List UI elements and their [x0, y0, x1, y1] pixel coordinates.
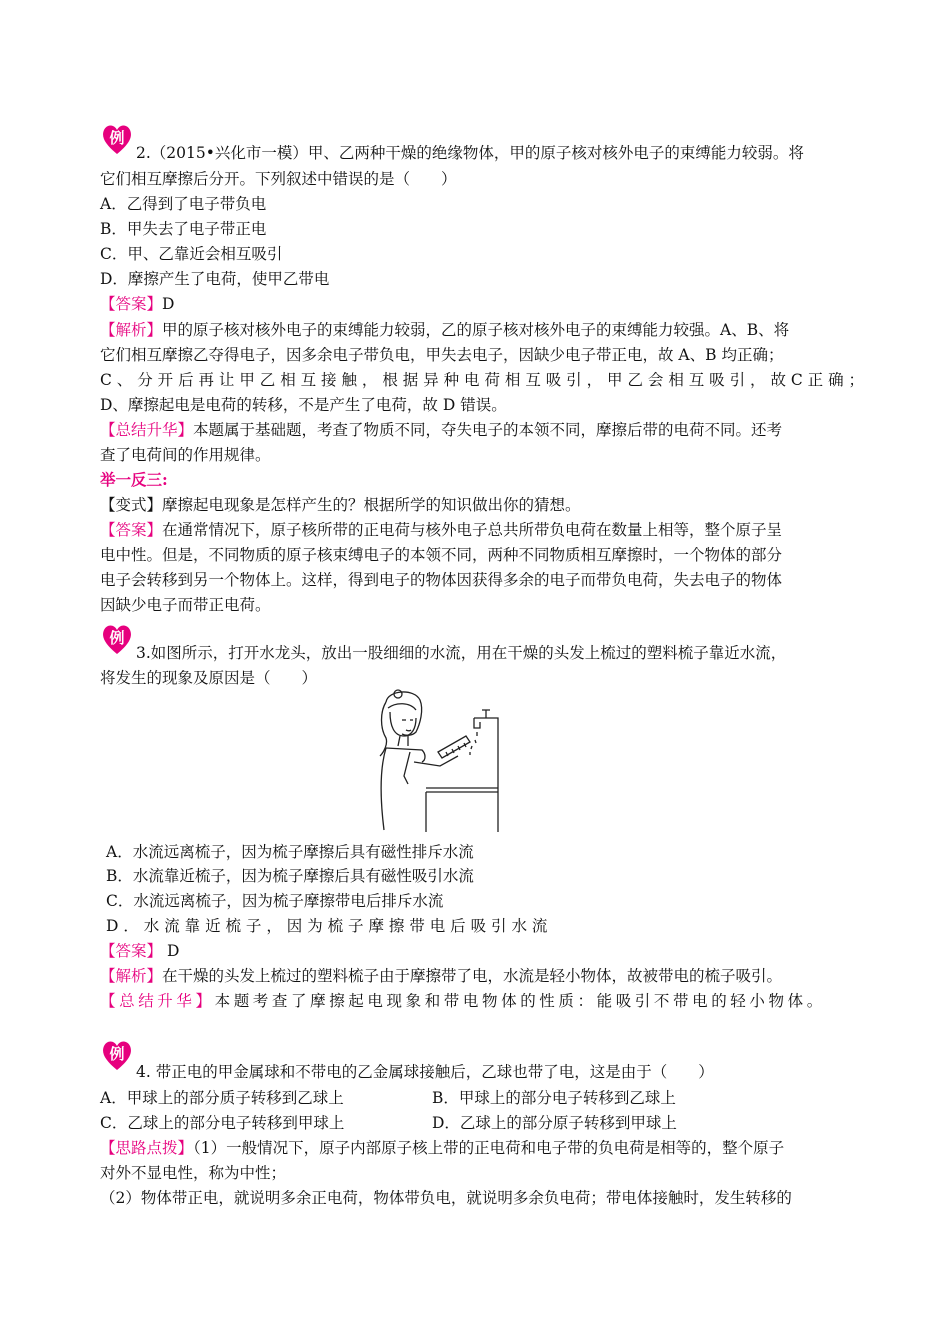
q4-option-c: C．乙球上的部分电子转移到甲球上 [100, 1114, 345, 1132]
q4-line1: 4. 带正电的甲金属球和不带电的乙金属球接触后，乙球也带了电，这是由于（ ） [136, 1063, 714, 1081]
summary-tag: 【总结升华】 [100, 992, 215, 1010]
analysis-tag: 【解析】 [100, 967, 163, 985]
example-badge-icon [100, 1038, 134, 1072]
badge-text: 例 [109, 129, 125, 147]
q4-hint-2: 对外不显电性，称为中性； [100, 1164, 287, 1182]
q4-hint-1 [100, 1138, 852, 1158]
practice-answer-3: 电子会转移到另一个物体上。这样，得到电子的物体因获得多余的电子而带负电荷，失去电子的物体 [100, 571, 783, 589]
analysis-text: 甲的原子核对核外电子的束缚能力较弱，乙的原子核对核外电子的束缚能力较强。A、B、将 [162, 321, 790, 339]
hint-tag: 【思路点拨】 [100, 1139, 194, 1157]
q3-line1: 3.如图所示，打开水龙头，放出一股细细的水流，用在干燥的头发上梳过的塑料梳子靠近水流， [136, 644, 787, 662]
practice-heading: 举一反三: [100, 470, 168, 489]
q3-line2: 将发生的现象及原因是（ ） [100, 669, 318, 687]
hint-text: （1）一般情况下，原子内部原子核上带的正电荷和电子带的负电荷是相等的，整个原子 [193, 1139, 785, 1157]
q2-option-c: C．甲、乙靠近会相互吸引 [100, 245, 283, 263]
q3-option-a: A．水流远离梳子，因为梳子摩擦后具有磁性排斥水流 [106, 843, 474, 861]
answer-text: 在通常情况下，原子核所带的正电荷与核外电子总共所带负电荷在数量上相等，整个原子呈 [162, 521, 783, 539]
answer-value: D [162, 295, 175, 313]
q2-analysis-1 [100, 320, 852, 340]
practice-answer-1 [100, 520, 852, 540]
q2-analysis-3: C 、 分 开 后 再 让 甲 乙 相 互 接 触 ， 根 据 异 种 电 荷 相 互 吸 引 ， 甲 乙 会 相 互 吸 引 ， 故 C 正 确 ； [100, 371, 865, 389]
q4-hint-3: （2）物体带正电，就说明多余正电荷，物体带负电，就说明多余负电荷；带电体接触时，发生转移的 [100, 1189, 792, 1207]
q3-option-c: C．水流远离梳子，因为梳子摩擦带电后排斥水流 [106, 892, 444, 910]
girl-comb-faucet-figure [366, 688, 516, 832]
q2-summary-2: 查了电荷间的作用规律。 [100, 446, 271, 464]
summary-text: 本题属于基础题，考查了物质不同，夺失电子的本领不同，摩擦后带的电荷不同。还考 [193, 421, 783, 439]
summary-text: 本题考查了摩擦起电现象和带电物体的性质：能吸引不带电的轻小物体。 [214, 992, 826, 1010]
q3-answer [100, 941, 852, 961]
badge-text: 例 [109, 1045, 125, 1063]
example-badge-icon [100, 122, 134, 156]
q4-option-d: D．乙球上的部分原子转移到甲球上 [432, 1114, 677, 1132]
answer-tag: 【答案】 [100, 295, 163, 313]
practice-answer-4: 因缺少电子而带正电荷。 [100, 596, 271, 614]
q3-option-d: D ． 水 流 靠 近 梳 子 ， 因 为 梳 子 摩 擦 带 电 后 吸 引 水 流 [106, 917, 548, 935]
q3-option-b: B．水流靠近梳子，因为梳子摩擦后具有磁性吸引水流 [106, 867, 474, 885]
practice-variant: 【变式】摩擦起电现象是怎样产生的？根据所学的知识做出你的猜想。 [100, 496, 581, 514]
q2-option-b: B．甲失去了电子带正电 [100, 220, 267, 238]
analysis-tag: 【解析】 [100, 321, 163, 339]
example-badge-icon [100, 622, 134, 656]
q2-option-a: A．乙得到了电子带负电 [100, 195, 267, 213]
answer-tag: 【答案】 [100, 521, 163, 539]
q4-option-a: A．甲球上的部分质子转移到乙球上 [100, 1089, 344, 1107]
summary-tag: 【总结升华】 [100, 421, 194, 439]
analysis-text: 在干燥的头发上梳过的塑料梳子由于摩擦带了电，水流是轻小物体，故被带电的梳子吸引。 [162, 967, 783, 985]
q3-summary [100, 991, 852, 1011]
q2-answer [100, 294, 852, 314]
q2-option-d: D．摩擦产生了电荷，使甲乙带电 [100, 270, 330, 288]
q2-analysis-2: 它们相互摩擦乙夺得电子，因多余电子带负电，甲失去电子，因缺少电子带正电，故 A、B 均正确； [100, 346, 784, 364]
q2-line2: 它们相互摩擦后分开。下列叙述中错误的是（ ） [100, 170, 457, 188]
practice-answer-2: 电中性。但是，不同物质的原子核束缚电子的本领不同，两种不同物质相互摩擦时，一个物体的部分 [100, 546, 783, 564]
badge-text: 例 [109, 629, 125, 647]
q3-analysis [100, 966, 852, 986]
q2-summary-1 [100, 420, 852, 440]
q2-line1: 2.（2015•兴化市一模）甲、乙两种干燥的绝缘物体，甲的原子核对核外电子的束缚能力较弱。将 [136, 144, 804, 162]
answer-tag: 【答案】 [100, 942, 163, 960]
q2-analysis-4: D、摩擦起电是电荷的转移，不是产生了电荷，故 D 错误。 [100, 396, 507, 414]
answer-value: D [162, 942, 180, 960]
q4-option-b: B．甲球上的部分电子转移到乙球上 [432, 1089, 676, 1107]
